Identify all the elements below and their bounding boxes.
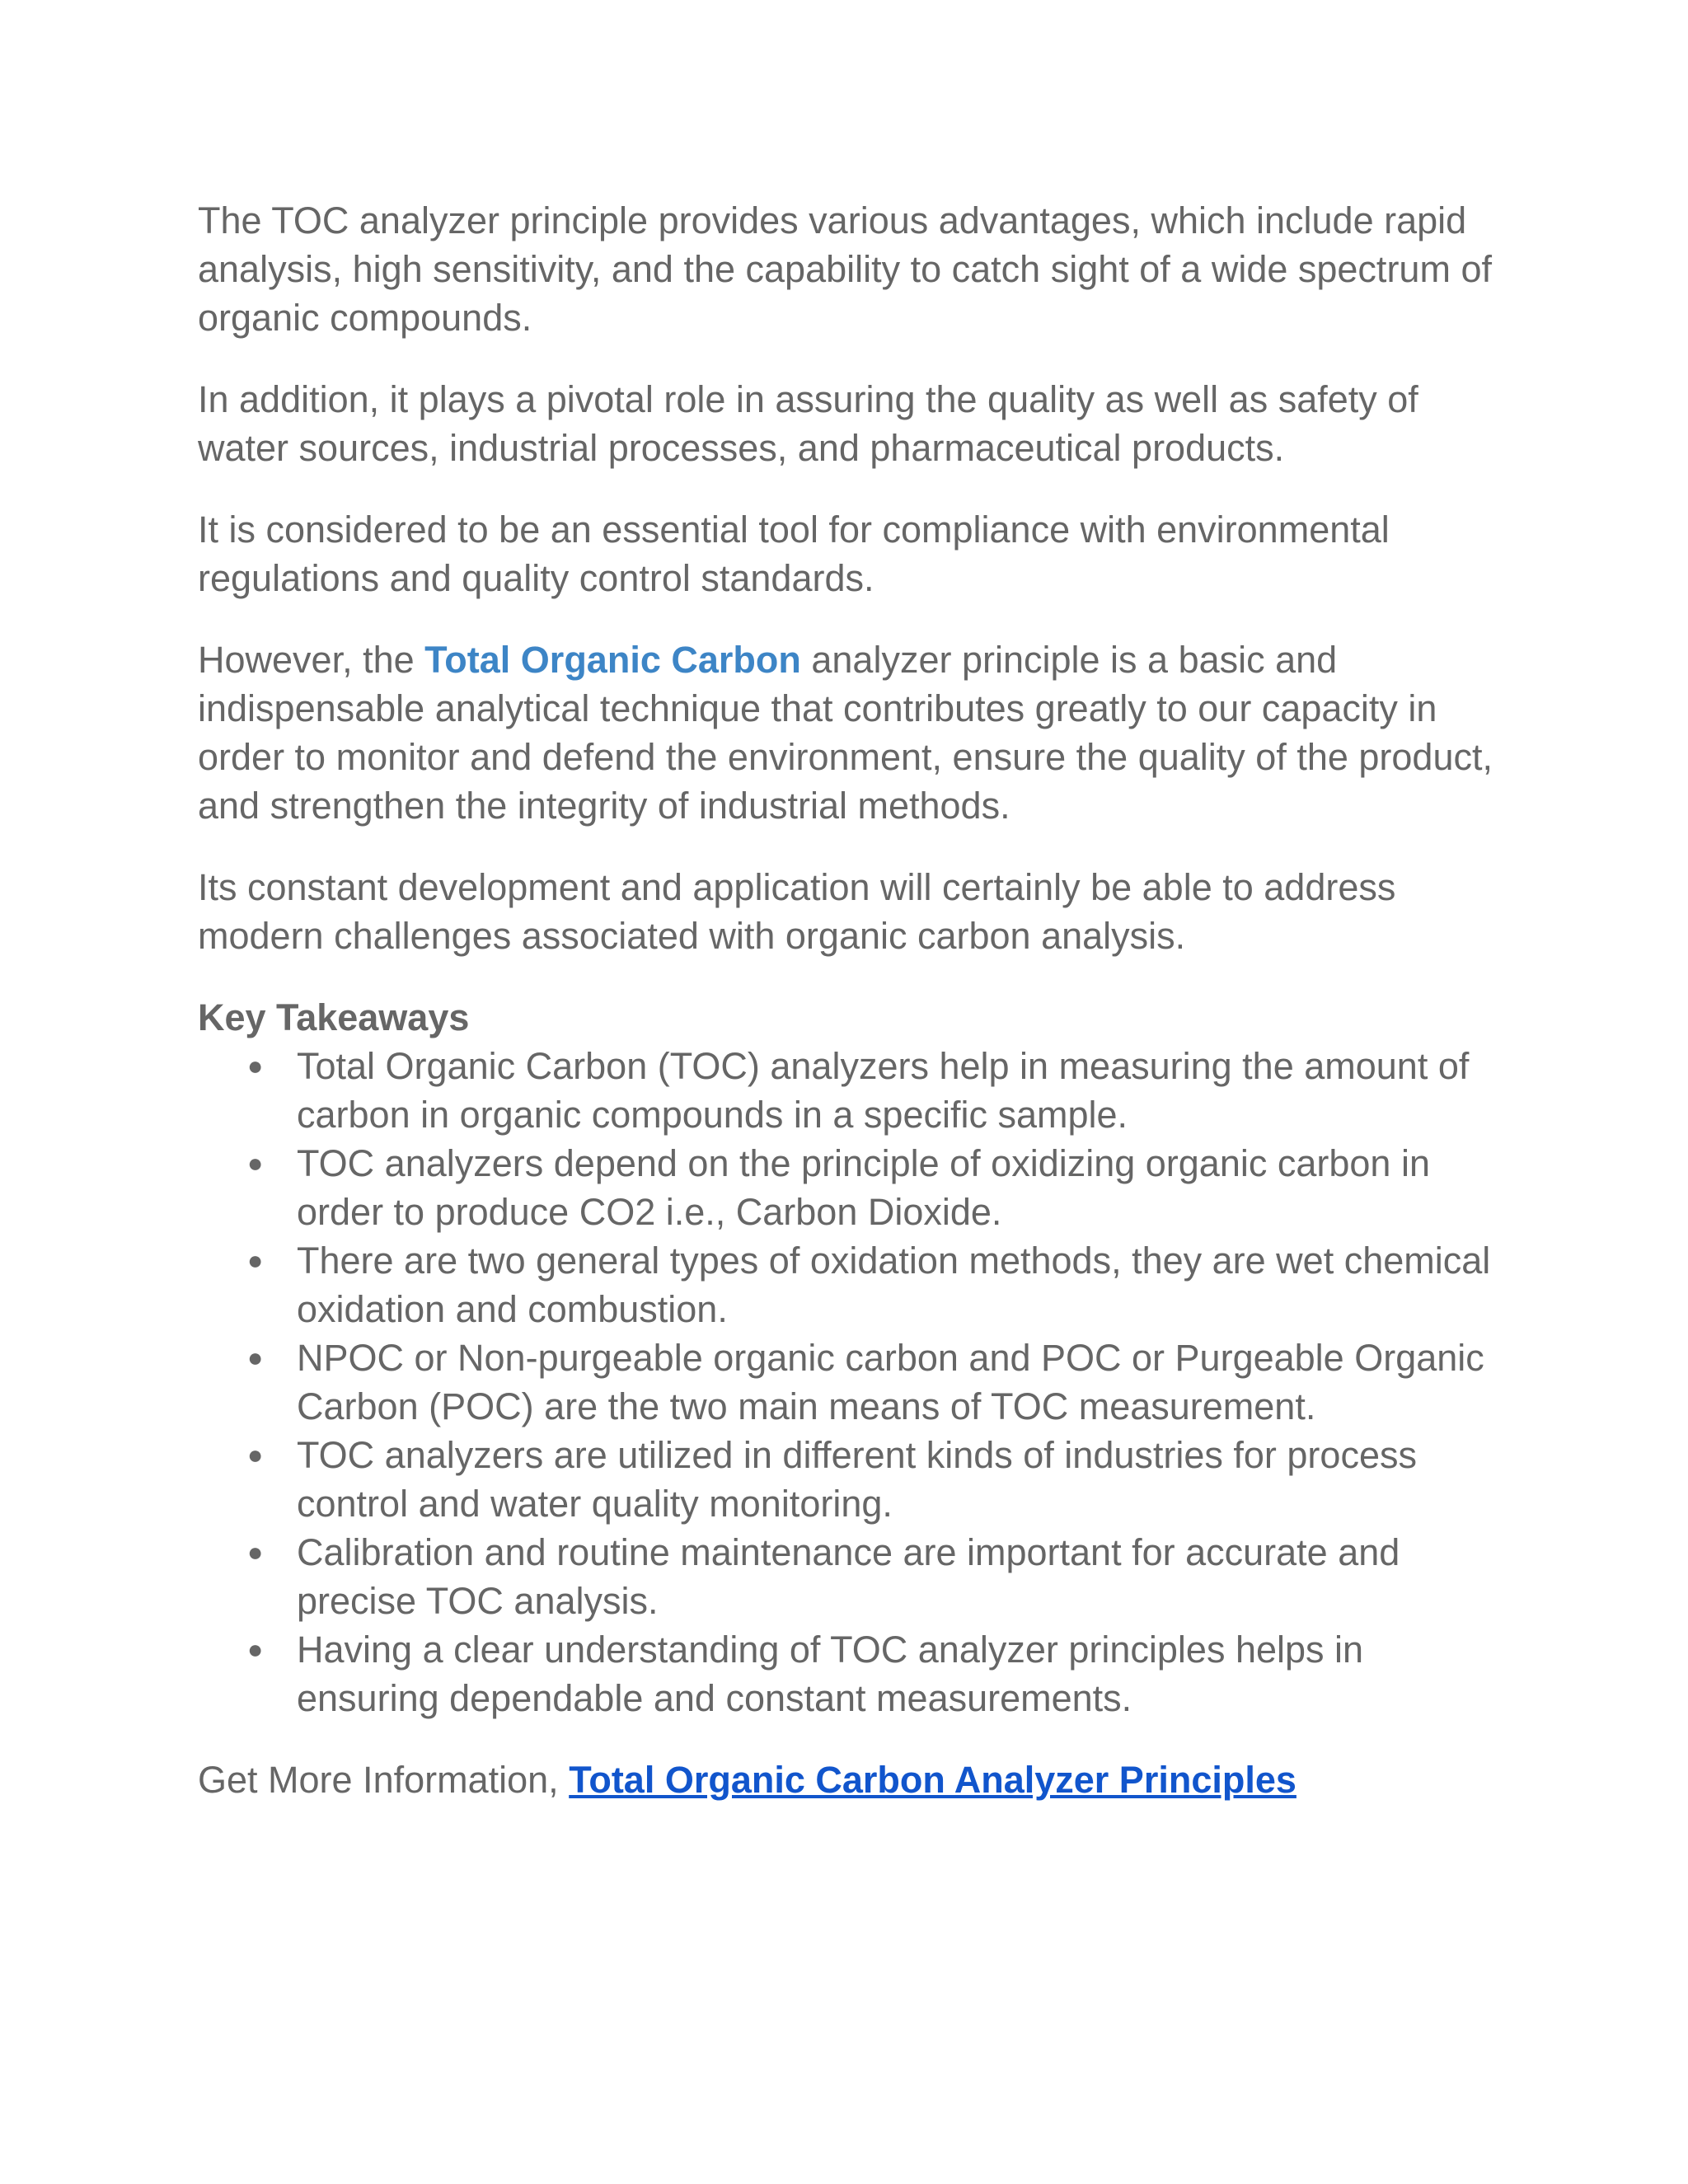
bullet-icon: ● [247, 1343, 264, 1372]
bullet-icon: ● [247, 1537, 264, 1567]
paragraph-principle-before: However, the [198, 639, 425, 681]
paragraph-development: Its constant development and application will certainly be able to address modern challenges associated with organic carbon analysis. [198, 866, 1396, 957]
document-page [198, 196, 1500, 1837]
analyzer-principles-link[interactable]: Total Organic Carbon Analyzer Principles [569, 1759, 1296, 1801]
list-item-text: TOC analyzers are utilized in different kinds of industries for process control and water quality monitoring. [297, 1434, 1417, 1525]
highlighted-term: Total Organic Carbon [424, 639, 801, 681]
bullet-icon: ● [247, 1148, 264, 1178]
list-item-text: TOC analyzers depend on the principle of oxidizing organic carbon in order to produce CO2 i.e., Carbon Dioxide. [297, 1142, 1430, 1233]
paragraph-advantages: The TOC analyzer principle provides various advantages, which include rapid analysis, high sensitivity, and the capability to catch sight of a wide spectrum of organic compounds. [198, 199, 1492, 339]
list-item [198, 1139, 1500, 1236]
list-item-text: There are two general types of oxidation methods, they are wet chemical oxidation and combustion. [297, 1240, 1491, 1330]
paragraph-principle [198, 635, 1500, 830]
more-information-line [198, 1755, 1500, 1804]
list-item-text: Calibration and routine maintenance are important for accurate and precise TOC analysis. [297, 1531, 1400, 1622]
bullet-icon: ● [247, 1245, 264, 1275]
bullet-icon: ● [247, 1051, 264, 1080]
list-item-text: NPOC or Non-purgeable organic carbon and POC or Purgeable Organic Carbon (POC) are the two main means of TOC measurement. [297, 1337, 1484, 1427]
list-item [198, 1431, 1500, 1528]
bullet-icon: ● [247, 1634, 264, 1664]
list-item-text: Total Organic Carbon (TOC) analyzers help in measuring the amount of carbon in organic compounds in a specific sample. [297, 1045, 1470, 1136]
more-information-prefix: Get More Information, [198, 1759, 570, 1801]
list-item [198, 1333, 1500, 1431]
list-item-text: Having a clear understanding of TOC analyzer principles helps in ensuring dependable and constant measurements. [297, 1629, 1364, 1719]
list-item [198, 1528, 1500, 1625]
list-item [198, 1236, 1500, 1333]
key-takeaways-heading: Key Takeaways [198, 996, 470, 1038]
bullet-icon: ● [247, 1440, 264, 1469]
key-takeaways-list [198, 1042, 1500, 1722]
list-item [198, 1042, 1500, 1139]
paragraph-role: In addition, it plays a pivotal role in assuring the quality as well as safety of water sources, industrial processes, and pharmaceutical products. [198, 378, 1418, 469]
paragraph-principle-after: analyzer principle is a basic and indispensable analytical technique that contributes greatly to our capacity in order to monitor and defend the environment, ensure the quality of the product, and strengthen the integrity of industrial methods. [198, 639, 1493, 827]
paragraph-compliance: It is considered to be an essential tool for compliance with environmental regulations and quality control standards. [198, 509, 1390, 599]
list-item [198, 1625, 1500, 1722]
